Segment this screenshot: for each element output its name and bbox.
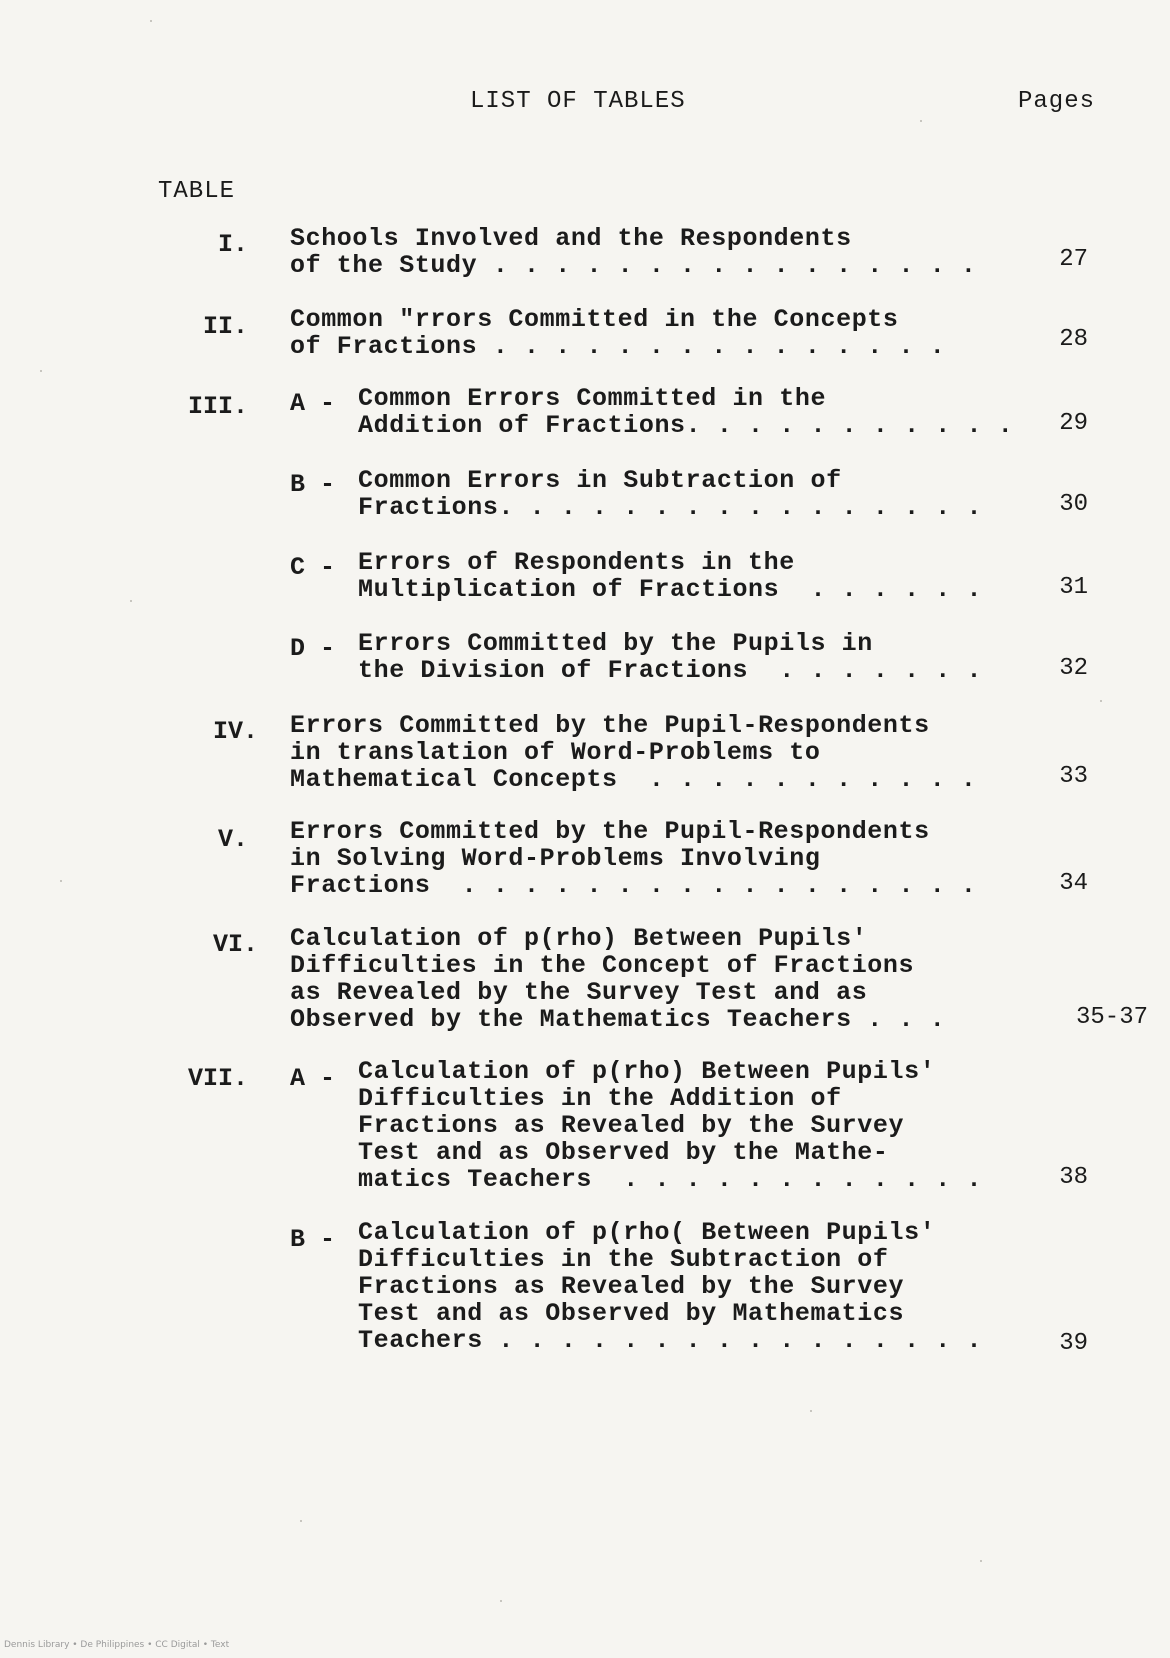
scan-speck (980, 1560, 982, 1562)
entry-roman-II: II. (202, 312, 248, 341)
entry-line: Fractions . . . . . . . . . . . . . . . . . (290, 871, 977, 900)
entry-line: Difficulties in the Addition of (358, 1084, 842, 1113)
entry-roman-I: I. (217, 230, 248, 259)
entry-line: Common Errors Committed in the (358, 384, 827, 413)
entry-line: of the Study . . . . . . . . . . . . . . . . (290, 251, 977, 280)
entry-roman-III: III. (187, 392, 248, 421)
entry-line: Difficulties in the Subtraction of (358, 1245, 889, 1274)
entry-letter: A - (290, 1064, 336, 1093)
entry-page-number: 32 (1059, 655, 1088, 682)
scan-speck (150, 20, 152, 22)
entry-line: Addition of Fractions. . . . . . . . . . . (358, 411, 1014, 440)
entry-line: Errors Committed by the Pupil-Respondents (290, 711, 930, 740)
entry-roman-V: V. (217, 825, 248, 854)
table-column-header: TABLE (158, 178, 236, 205)
entry-line: Test and as Observed by the Mathe- (358, 1138, 889, 1167)
scan-speck (920, 120, 922, 122)
entry-page-number: 27 (1059, 246, 1088, 273)
entry-line: Common Errors in Subtraction of (358, 466, 842, 495)
entry-letter: D - (290, 634, 336, 663)
entry-line: matics Teachers . . . . . . . . . . . . (358, 1165, 983, 1194)
entry-line: Calculation of p(rho) Between Pupils' (358, 1057, 936, 1086)
entry-letter: A - (290, 389, 336, 418)
entry-roman-VI: VI. (212, 930, 258, 959)
entry-page-number: 30 (1059, 491, 1088, 518)
entry-letter: B - (290, 470, 336, 499)
entry-line: Difficulties in the Concept of Fractions (290, 951, 915, 980)
entry-line: Observed by the Mathematics Teachers . . . (290, 1005, 946, 1034)
entry-page-number: 35-37 (1075, 1004, 1148, 1031)
entry-line: Errors of Respondents in the (358, 548, 795, 577)
page-title: LIST OF TABLES (470, 88, 686, 115)
scan-speck (40, 370, 42, 372)
entry-line: Fractions. . . . . . . . . . . . . . . . (358, 493, 983, 522)
entry-line: Teachers . . . . . . . . . . . . . . . . (358, 1326, 983, 1355)
scan-speck (1100, 700, 1102, 702)
entry-line: in translation of Word-Problems to (290, 738, 821, 767)
entry-line: Schools Involved and the Respondents (290, 224, 852, 253)
entry-line: Mathematical Concepts . . . . . . . . . . . (290, 765, 977, 794)
entry-line: Fractions as Revealed by the Survey (358, 1111, 905, 1140)
entry-line: in Solving Word-Problems Involving (290, 844, 821, 873)
scan-speck (60, 880, 62, 882)
entry-page-number: 38 (1059, 1164, 1088, 1191)
entry-page-number: 34 (1059, 870, 1088, 897)
entry-letter: B - (290, 1225, 336, 1254)
entry-line: Calculation of p(rho) Between Pupils' (290, 924, 868, 953)
entry-roman-IV: IV. (212, 717, 258, 746)
entry-line: Errors Committed by the Pupils in (358, 629, 873, 658)
scan-speck (130, 600, 132, 602)
entry-page-number: 29 (1059, 410, 1088, 437)
entry-letter: C - (290, 553, 336, 582)
pages-column-header: Pages (1018, 88, 1096, 115)
entry-line: the Division of Fractions . . . . . . . (358, 656, 983, 685)
entry-line: Calculation of p(rho( Between Pupils' (358, 1218, 936, 1247)
entry-page-number: 31 (1059, 574, 1088, 601)
entry-line: Fractions as Revealed by the Survey (358, 1272, 905, 1301)
entry-roman-VII: VII. (187, 1064, 248, 1093)
scan-speck (300, 1520, 302, 1522)
entry-line: Common "rrors Committed in the Concepts (290, 305, 899, 334)
scan-footer-note: Dennis Library • De Philippines • CC Digital • Text (4, 1640, 230, 1650)
entry-line: of Fractions . . . . . . . . . . . . . . . (290, 332, 946, 361)
entry-page-number: 39 (1059, 1330, 1088, 1357)
entry-line: as Revealed by the Survey Test and as (290, 978, 868, 1007)
scan-speck (810, 1410, 812, 1412)
scan-speck (500, 1600, 502, 1602)
entry-page-number: 33 (1059, 763, 1088, 790)
entry-line: Errors Committed by the Pupil-Respondents (290, 817, 930, 846)
entry-line: Test and as Observed by Mathematics (358, 1299, 905, 1328)
entry-page-number: 28 (1059, 326, 1088, 353)
entry-line: Multiplication of Fractions . . . . . . (358, 575, 983, 604)
